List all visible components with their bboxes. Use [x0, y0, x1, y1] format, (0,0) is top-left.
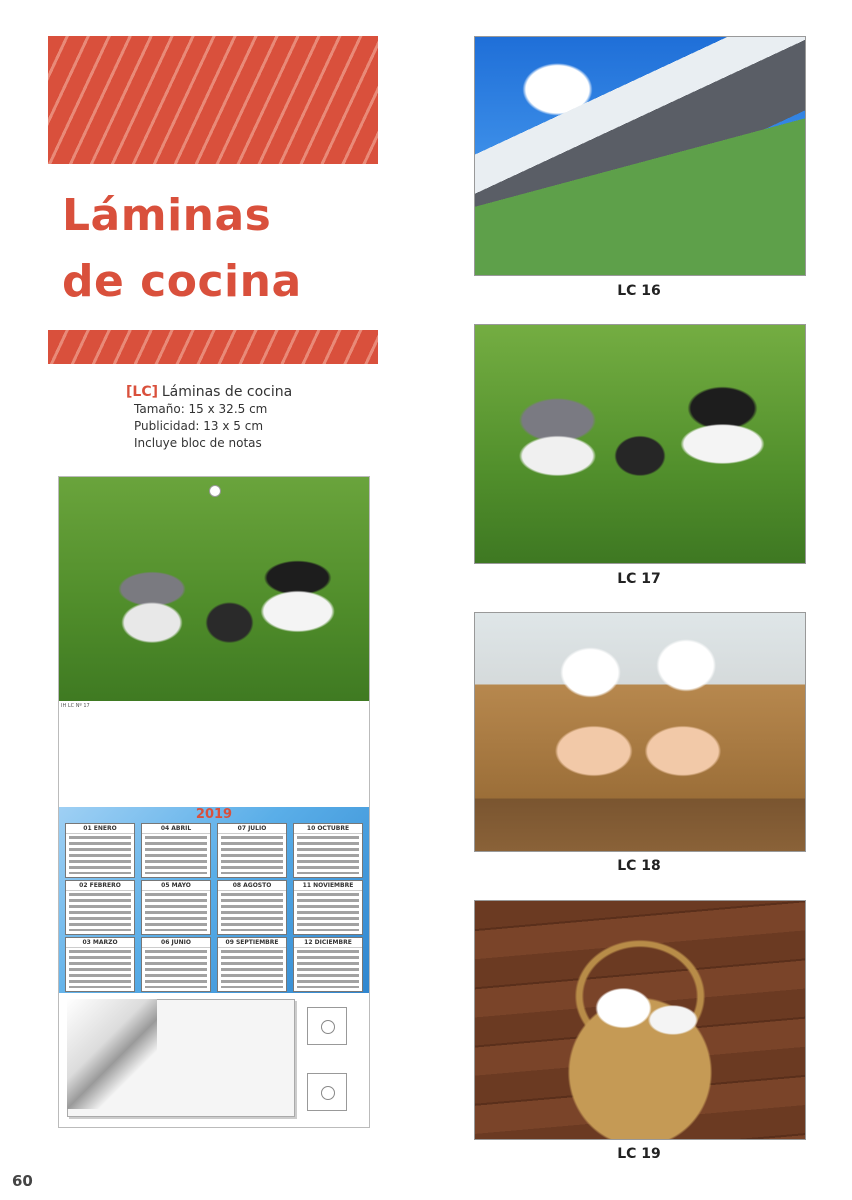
month-name: 03 MARZO: [66, 938, 134, 948]
month-block: [217, 937, 287, 992]
photo-caption: LC 16: [617, 283, 661, 299]
month-name: 08 AGOSTO: [218, 881, 286, 891]
kittens-photo: [474, 324, 806, 564]
calendar-year: 2019: [195, 807, 233, 822]
pen-holder-slot: [307, 1007, 347, 1045]
month-name: 01 ENERO: [66, 824, 134, 834]
product-info: [126, 384, 292, 452]
month-name: 06 JUNIO: [142, 938, 210, 948]
month-name: 09 SEPTIEMBRE: [218, 938, 286, 948]
month-name: 11 NOVIEMBRE: [294, 881, 362, 891]
product-advertising: Publicidad: 13 x 5 cm: [134, 419, 264, 433]
product-name: Láminas de cocina: [161, 384, 293, 400]
pen-holder-slot: [307, 1073, 347, 1111]
month-block: [293, 880, 363, 935]
header-stripe-band: [48, 36, 378, 164]
month-name: 10 OCTUBRE: [294, 824, 362, 834]
notepad-page-curl: [67, 999, 157, 1109]
section-title-line2: de cocina: [62, 256, 302, 307]
photo-caption: LC 17: [617, 571, 661, 587]
photo-caption: LC 18: [617, 858, 661, 874]
mountain-photo: [474, 36, 806, 276]
hang-hole: [209, 485, 221, 497]
product-size: Tamaño: 15 x 32.5 cm: [134, 402, 268, 416]
month-block: [65, 937, 135, 992]
footer-stripe-band: [48, 330, 378, 364]
month-name: 05 MAYO: [142, 881, 210, 891]
product-code: [LC]: [126, 384, 158, 400]
page-number: 60: [12, 1172, 33, 1190]
calendar-mockup: [58, 476, 370, 1128]
month-block: [141, 880, 211, 935]
month-block: [293, 823, 363, 878]
month-name: 07 JULIO: [218, 824, 286, 834]
month-name: 04 ABRIL: [142, 824, 210, 834]
kittens-photo: [59, 477, 369, 701]
month-block: [65, 880, 135, 935]
product-heading: [126, 384, 292, 401]
photo-caption: LC 19: [617, 1146, 661, 1162]
month-block: [217, 823, 287, 878]
month-block: [293, 937, 363, 992]
month-name: 02 FEBRERO: [66, 881, 134, 891]
month-block: [65, 823, 135, 878]
calendar-grid: [59, 807, 369, 993]
section-title-line1: Láminas: [62, 190, 272, 241]
month-block: [141, 823, 211, 878]
baby-chefs-photo: [474, 612, 806, 852]
month-block: [141, 937, 211, 992]
month-name: 12 DICIEMBRE: [294, 938, 362, 948]
product-notes: Incluye bloc de notas: [134, 436, 262, 450]
month-block: [217, 880, 287, 935]
puppies-basket-photo: [474, 900, 806, 1140]
mockup-reference: IH LC Nº 17: [61, 703, 90, 709]
